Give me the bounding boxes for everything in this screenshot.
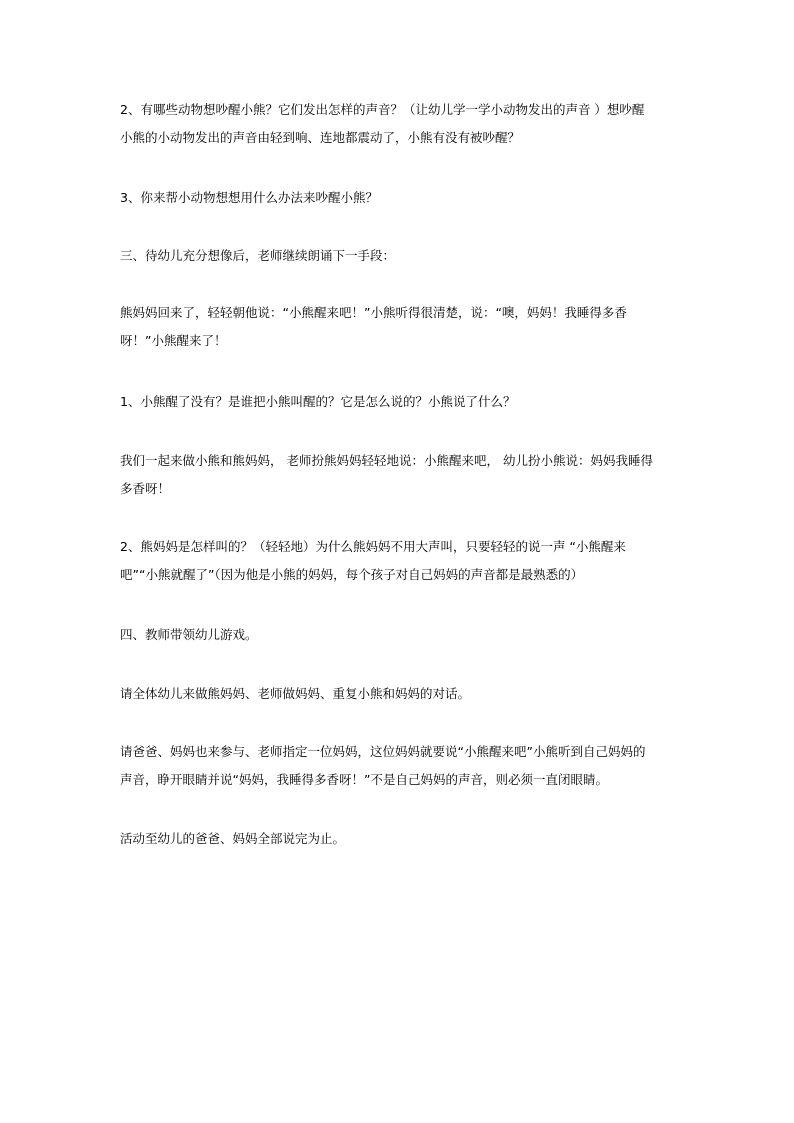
text-line: 四、教师带领幼儿游戏。 bbox=[120, 627, 258, 642]
paragraph-question-2-how-called bbox=[120, 533, 680, 589]
paragraph-role-play bbox=[120, 447, 680, 503]
paragraph-story-excerpt bbox=[120, 299, 680, 355]
paragraph-whole-class bbox=[120, 680, 680, 708]
paragraph-question-2-animals bbox=[120, 96, 680, 152]
text-line: 熊妈妈回来了，轻轻朝他说：“小熊醒来吧！”小熊听得很清楚，说：“噢，妈妈！我睡得多香 bbox=[120, 305, 627, 320]
text-line: 活动至幼儿的爸爸、妈妈全部说完为止。 bbox=[120, 831, 346, 846]
text-line: 声音，睁开眼睛并说“妈妈，我睡得多香呀！”不是自己妈妈的声音，则必须一直闭眼睛。 bbox=[120, 772, 608, 787]
text-line: 呀！”小熊醒来了！ bbox=[120, 333, 227, 348]
text-line: 三、待幼儿充分想像后，老师继续朗诵下一手段： bbox=[120, 248, 396, 263]
text-line: 请全体幼儿来做熊妈妈、老师做妈妈、重复小熊和妈妈的对话。 bbox=[120, 686, 471, 701]
text-line: 小熊的小动物发出的声音由轻到响、连地都震动了，小熊有没有被吵醒？ bbox=[120, 130, 521, 145]
paragraph-question-1-woke bbox=[120, 388, 680, 416]
paragraph-section-4-heading bbox=[120, 621, 680, 649]
text-line: 请爸爸、妈妈也来参与、老师指定一位妈妈，这位妈妈就要说“小熊醒来吧”小熊听到自己妈妈的 bbox=[120, 744, 646, 759]
paragraph-activity-end bbox=[120, 825, 680, 853]
text-line: 2、熊妈妈是怎样叫的？（轻轻地）为什么熊妈妈不用大声叫，只要轻轻的说一声 “小熊醒来 bbox=[120, 539, 626, 554]
text-line: 吧”“小熊就醒了”（因为他是小熊的妈妈，每个孩子对自己妈妈的声音都是最熟悉的） bbox=[120, 567, 584, 582]
text-line: 3、你来帮小动物想想用什么办法来吵醒小熊？ bbox=[120, 190, 378, 205]
paragraph-section-3-heading bbox=[120, 242, 680, 270]
text-line: 多香呀！ bbox=[120, 481, 171, 496]
text-line: 2、有哪些动物想吵醒小熊？它们发出怎样的声音？（让幼儿学一学小动物发出的声音 ）想吵醒 bbox=[120, 102, 645, 117]
text-line: 1、小熊醒了没有？是谁把小熊叫醒的？它是怎么说的？小熊说了什么？ bbox=[120, 394, 516, 409]
text-line: 我们一起来做小熊和熊妈妈， 老师扮熊妈妈轻轻地说：小熊醒来吧， 幼儿扮小熊说：妈妈我睡得 bbox=[120, 453, 653, 468]
paragraph-parents-join bbox=[120, 738, 680, 794]
paragraph-question-3-ideas bbox=[120, 184, 680, 212]
